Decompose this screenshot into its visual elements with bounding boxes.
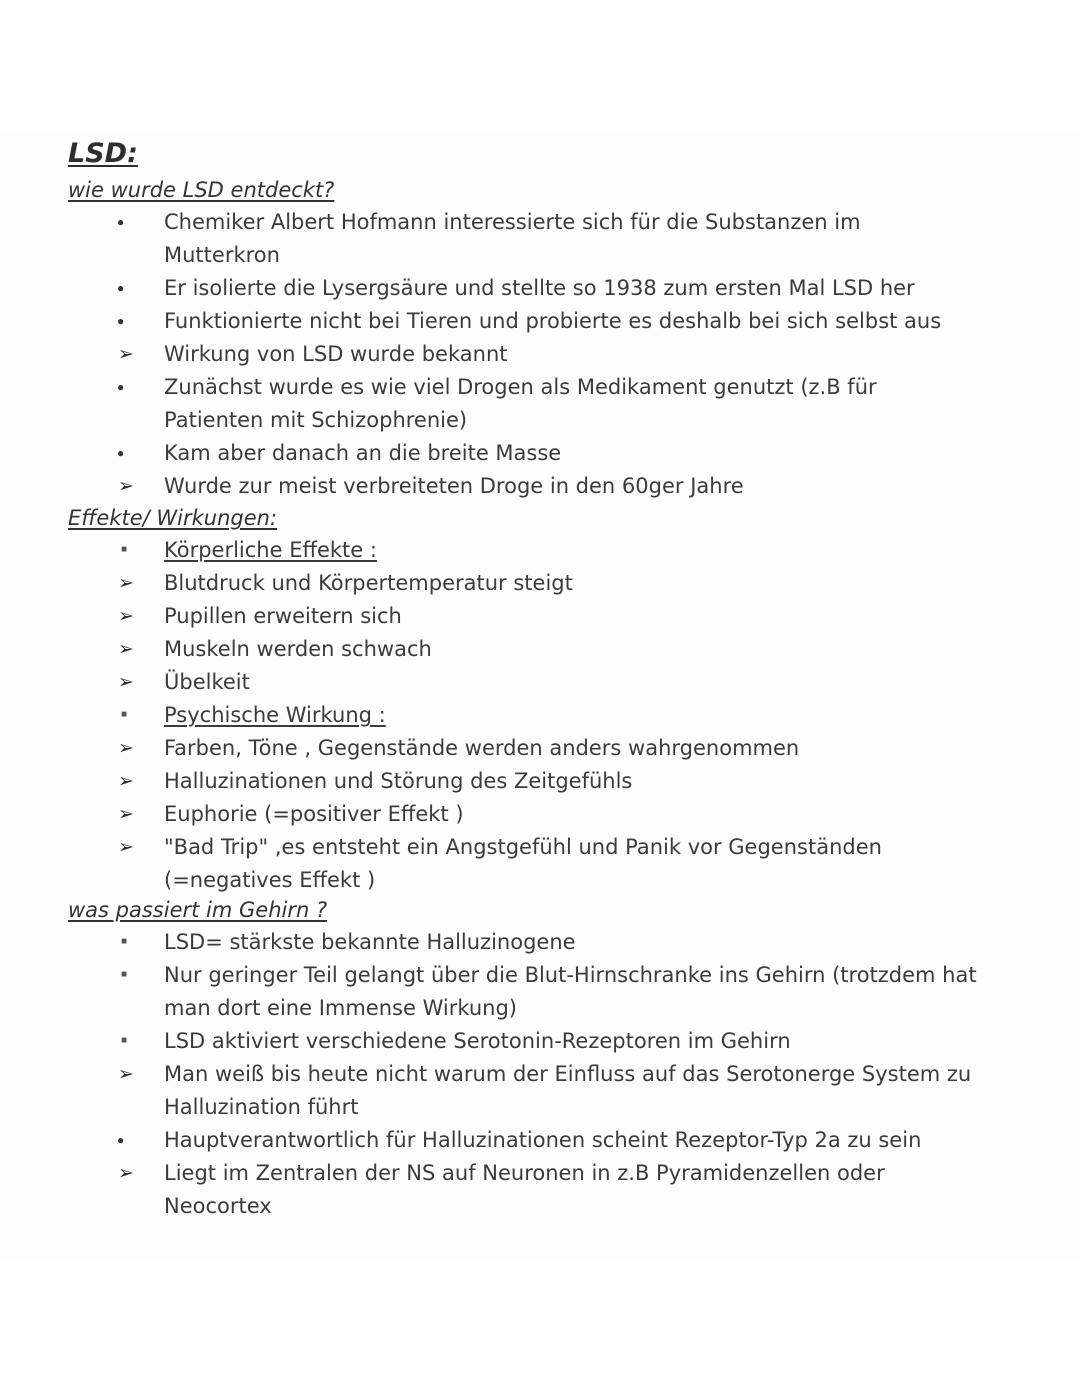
arrow-icon: ➢ [118,476,134,497]
section-heading: was passiert im Gehirn ? [68,898,328,922]
list-item-text: Funktionierte nicht bei Tieren und probierte es deshalb bei sich selbst aus [164,309,942,333]
arrow-icon: ➢ [118,672,134,693]
square-icon: ■ [121,936,128,947]
document-title: LSD: [68,138,138,169]
list-item-text: Muskeln werden schwach [164,637,432,661]
bullet-icon: ● [117,314,125,328]
arrow-icon: ➢ [118,837,134,858]
list-item-text: Übelkeit [164,670,250,694]
list-item-text: Man weiß bis heute nicht warum der Einfluss auf das Serotonerge System zu [164,1062,972,1086]
list-item-text: Mutterkron [164,243,280,267]
bullet-icon: ● [117,446,125,460]
square-icon: ■ [121,1035,128,1046]
list-item-text: Kam aber danach an die breite Masse [164,441,562,465]
list-item-text: Zunächst wurde es wie viel Drogen als Medikament genutzt (z.B für [164,375,877,399]
list-item-text: Patienten mit Schizophrenie) [164,408,468,432]
list-item-text: Farben, Töne , Gegenstände werden anders wahrgenommen [164,736,800,760]
list-item-text: Neocortex [164,1194,272,1218]
bullet-icon: ● [117,215,125,229]
arrow-icon: ➢ [118,573,134,594]
list-item-text: Psychische Wirkung : [164,703,386,727]
square-icon: ■ [121,544,128,555]
arrow-icon: ➢ [118,804,134,825]
bullet-icon: ● [117,1133,125,1147]
arrow-icon: ➢ [118,738,134,759]
list-item-text: Nur geringer Teil gelangt über die Blut-Hirnschranke ins Gehirn (trotzdem hat [164,963,977,987]
arrow-icon: ➢ [118,344,134,365]
list-item-text: man dort eine Immense Wirkung) [164,996,517,1020]
list-item-text: LSD aktiviert verschiedene Serotonin-Rezeptoren im Gehirn [164,1029,791,1053]
list-item-text: Er isolierte die Lysergsäure und stellte so 1938 zum ersten Mal LSD her [164,276,915,300]
bullet-icon: ● [117,281,125,295]
list-item-text: Körperliche Effekte : [164,538,377,562]
list-item-text: Halluzinationen und Störung des Zeitgefühls [164,769,633,793]
list-item-text: Wurde zur meist verbreiteten Droge in den 60ger Jahre [164,474,744,498]
list-item-text: Euphorie (=positiver Effekt ) [164,802,464,826]
list-item-text: "Bad Trip" ,es entsteht ein Angstgefühl und Panik vor Gegenständen [164,835,882,859]
list-item-text: Blutdruck und Körpertemperatur steigt [164,571,573,595]
list-item-text: Halluzination führt [164,1095,359,1119]
list-item-text: Pupillen erweitern sich [164,604,402,628]
square-icon: ■ [121,709,128,720]
list-item-text: Hauptverantwortlich für Halluzinationen scheint Rezeptor-Typ 2a zu sein [164,1128,922,1152]
section-heading: wie wurde LSD entdeckt? [68,178,335,202]
list-item-text: LSD= stärkste bekannte Halluzinogene [164,930,576,954]
arrow-icon: ➢ [118,606,134,627]
arrow-icon: ➢ [118,1064,134,1085]
bullet-icon: ● [117,380,125,394]
section-heading: Effekte/ Wirkungen: [68,506,278,530]
list-item-text: Wirkung von LSD wurde bekannt [164,342,508,366]
square-icon: ■ [121,969,128,980]
arrow-icon: ➢ [118,1163,134,1184]
list-item-text: Liegt im Zentralen der NS auf Neuronen in z.B Pyramidenzellen oder [164,1161,885,1185]
arrow-icon: ➢ [118,639,134,660]
list-item-text: (=negatives Effekt ) [164,868,376,892]
list-item-text: Chemiker Albert Hofmann interessierte sich für die Substanzen im [164,210,861,234]
arrow-icon: ➢ [118,771,134,792]
